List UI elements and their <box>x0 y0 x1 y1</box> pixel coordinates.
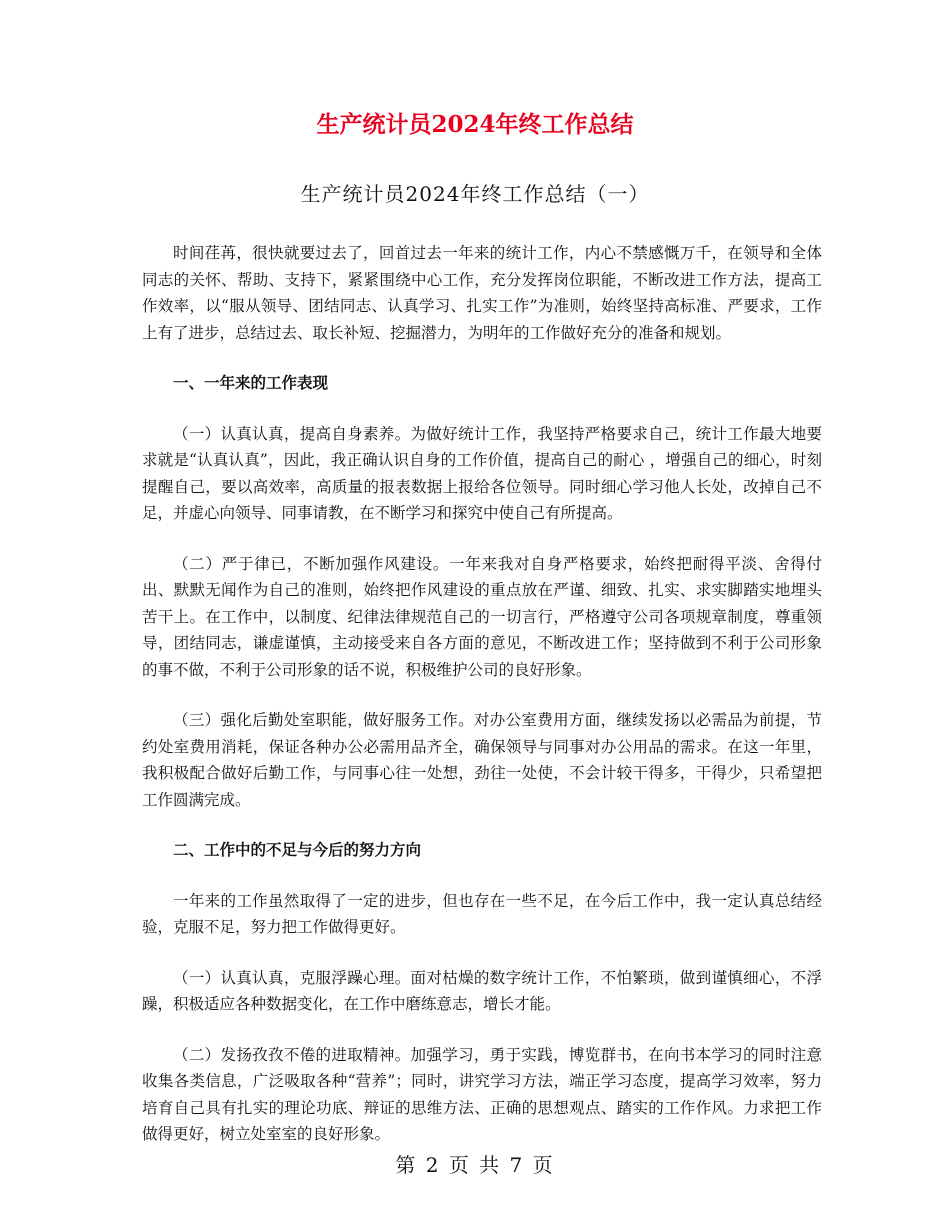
document-body <box>142 240 822 1172</box>
section1-paragraph-2: （二）严于律已，不断加强作风建设。一年来我对自身严格要求，始终把耐得平淡、舍得付出、默默无闻作为自己的准则，始终把作风建设的重点放在严谨、细致、扎实、求实脚踏实地埋头苦干上。在工作中，以制度、纪律法律规范自己的一切言行，严格遵守公司各项规章制度，尊重领导，团结同志，谦虚谨慎，主动接受来自各方面的意见，不断改进工作；坚持做到不利于公司形象的事不做，不利于公司形象的话不说，积极维护公司的良好形象。 <box>142 554 822 679</box>
intro-paragraph: 时间荏苒，很快就要过去了，回首过去一年来的统计工作，内心不禁感慨万千，在领导和全体同志的关怀、帮助、支持下，紧紧围绕中心工作，充分发挥岗位职能，不断改进工作方法，提高工作效率，以“服从领导、团结同志、认真学习、扎实工作”为准则，始终坚持高标准、严要求，工作上有了进步，总结过去、取长补短、挖掘潜力，为明年的工作做好充分的准备和规划。 <box>142 244 822 342</box>
section1-paragraph-3: （三）强化后勤处室职能，做好服务工作。对办公室费用方面，继续发扬以必需品为前提，节约处室费用消耗，保证各种办公必需用品齐全，确保领导与同事对办公用品的需求。在这一年里，我积极配合做好后勤工作，与同事心往一处想，劲往一处使，不会计较干得多，干得少，只希望把工作圆满完成。 <box>142 711 822 809</box>
document-title: 生产统计员2024年终工作总结 <box>316 111 634 138</box>
section2-paragraph-1: （一）认真认真，克服浮躁心理。面对枯燥的数字统计工作，不怕繁琐，做到谨慎细心，不浮躁，积极适应各种数据变化，在工作中磨练意志，增长才能。 <box>142 968 822 1013</box>
section2-paragraph-2: （二）发扬孜孜不倦的进取精神。加强学习，勇于实践，博览群书，在向书本学习的同时注意收集各类信息，广泛吸取各种“营养”；同时，讲究学习方法，端正学习态度，提高学习效率，努力培育自己具有扎实的理论功底、辩证的思维方法、正确的思想观点、踏实的工作作风。力求把工作做得更好，树立处室室的良好形象。 <box>142 1045 822 1143</box>
page-indicator: 第 2 页 共 7 页 <box>395 1153 555 1177</box>
section2-intro: 一年来的工作虽然取得了一定的进步，但也存在一些不足，在今后工作中，我一定认真总结经验，克服不足，努力把工作做得更好。 <box>142 891 822 936</box>
section1-paragraph-1: （一）认真认真，提高自身素养。为做好统计工作，我坚持严格要求自己，统计工作最大地要求就是“认真认真”，因此，我正确认识自身的工作价值，提高自己的耐心 ，增强自己的细心，时刻提醒自己，要以高效率，高质量的报表数据上报给各位领导。同时细心学习他人长处，改掉自己不足，并虚心向领导、同事请教，在不断学习和探究中使自己有所提高。 <box>142 424 822 522</box>
section1-heading: 一、一年来的工作表现 <box>173 373 329 392</box>
document-subtitle: 生产统计员2024年终工作总结（一） <box>300 182 650 206</box>
section2-heading: 二、工作中的不足与今后的努力方向 <box>173 840 422 859</box>
